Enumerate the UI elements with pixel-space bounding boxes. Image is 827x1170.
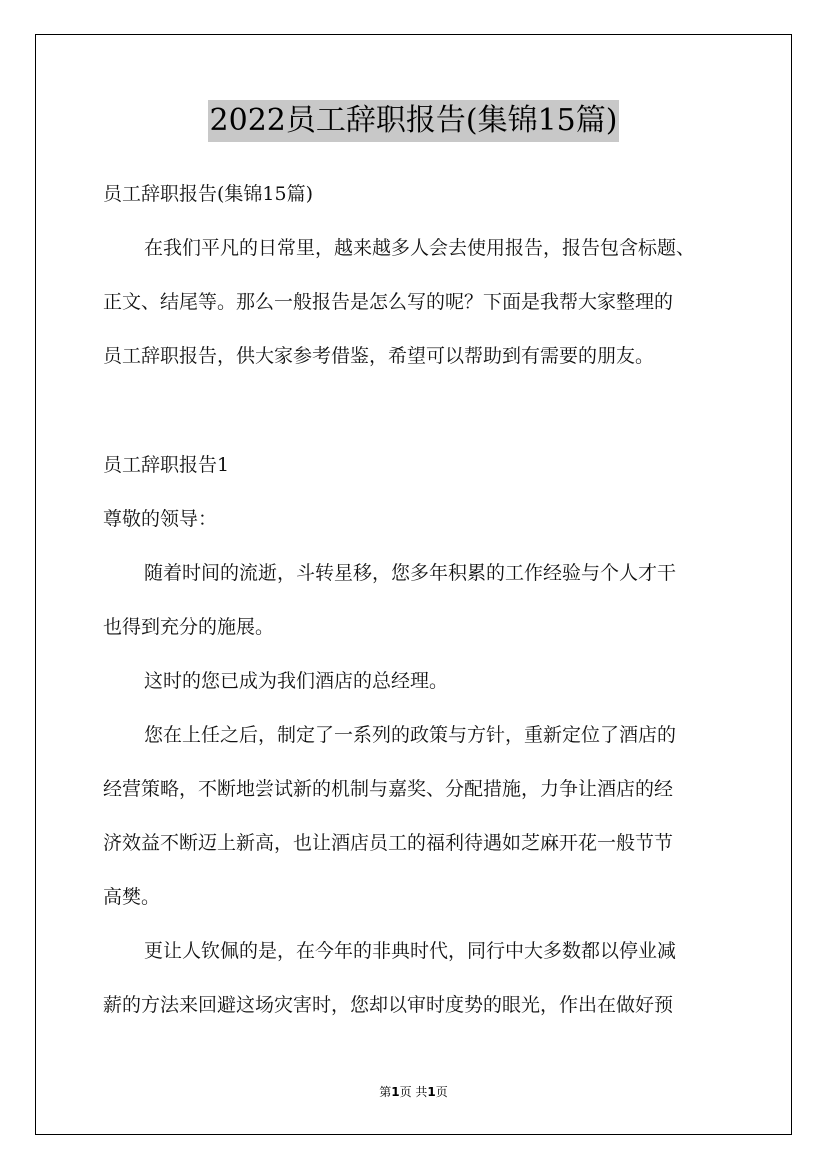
intro-line-2: 正文、结尾等。那么一般报告是怎么写的呢？下面是我帮大家整理的 [103, 291, 674, 313]
body-line-6: 济效益不断迈上新高，也让酒店员工的福利待遇如芝麻开花一般节节 [103, 832, 674, 854]
page-footer [0, 1084, 827, 1100]
footer-page-mid: 页 共 [399, 1085, 428, 1099]
footer-page-prefix: 第 [379, 1085, 392, 1099]
body-line-2: 也得到充分的施展。 [103, 616, 275, 638]
body-line-4: 您在上任之后，制定了一系列的政策与方针，重新定位了酒店的 [144, 724, 677, 746]
footer-page-suffix: 页 [435, 1085, 448, 1099]
body-line-5: 经营策略，不断地尝试新的机制与嘉奖、分配措施，力争让酒店的经 [103, 778, 674, 800]
salutation: 尊敬的领导： [103, 508, 218, 530]
intro-line-1: 在我们平凡的日常里，越来越多人会去使用报告，报告包含标题、 [144, 237, 696, 259]
body-line-9: 薪的方法来回避这场灾害时，您却以审时度势的眼光，作出在做好预 [103, 994, 674, 1016]
body-line-1: 随着时间的流逝，斗转星移，您多年积累的工作经验与个人才干 [144, 562, 677, 584]
title-container [0, 100, 827, 142]
footer-page-total: 1 [427, 1085, 436, 1099]
footer-page-current: 1 [391, 1085, 400, 1099]
intro-line-3: 员工辞职报告，供大家参考借鉴，希望可以帮助到有需要的朋友。 [103, 345, 655, 367]
body-line-8: 更让人钦佩的是，在今年的非典时代，同行中大多数都以停业减 [144, 940, 677, 962]
document-title: 2022员工辞职报告(集锦15篇) [208, 100, 620, 142]
section-heading: 员工辞职报告1 [103, 454, 230, 476]
body-line-3: 这时的您已成为我们酒店的总经理。 [144, 670, 449, 692]
document-subtitle: 员工辞职报告(集锦15篇) [103, 183, 314, 205]
body-line-7: 高樊。 [103, 886, 161, 908]
